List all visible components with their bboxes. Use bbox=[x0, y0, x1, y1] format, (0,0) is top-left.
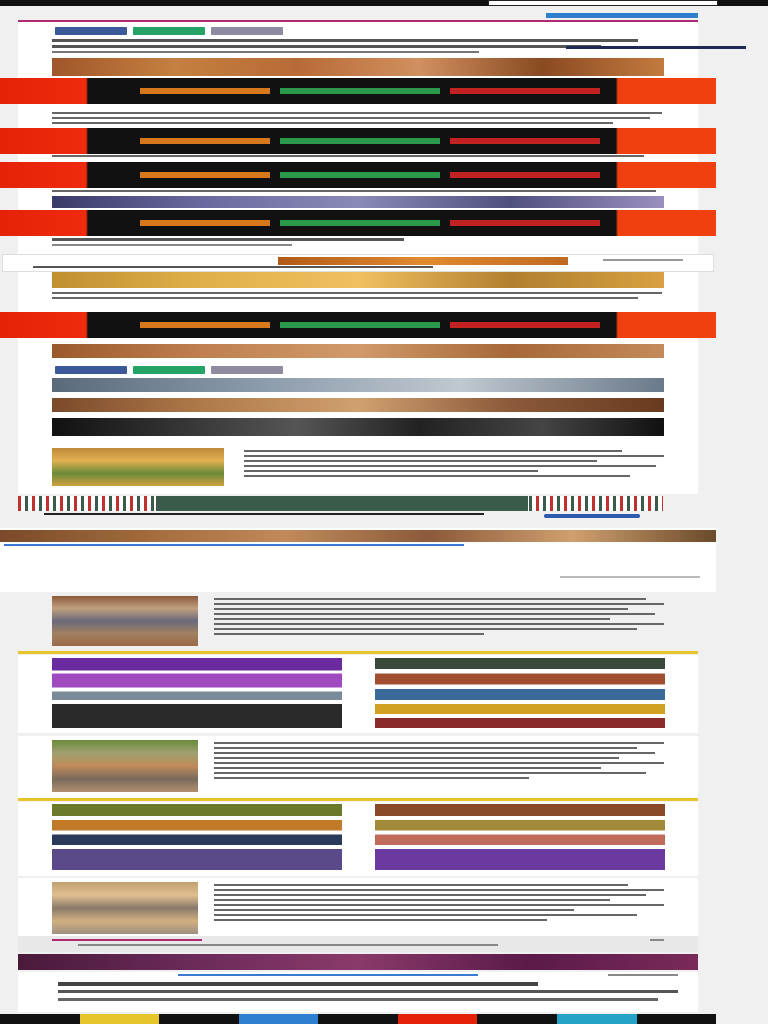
body-paragraph-3 bbox=[52, 190, 662, 195]
video-still-1[interactable] bbox=[52, 378, 664, 392]
story-grid-left[interactable] bbox=[52, 658, 342, 728]
section-divider-1 bbox=[18, 651, 698, 654]
story-grid-2-left[interactable] bbox=[52, 804, 342, 870]
facebook-share-button[interactable] bbox=[55, 27, 127, 35]
story-grid-right[interactable] bbox=[375, 658, 665, 728]
story-text-3[interactable] bbox=[214, 884, 664, 924]
story-text-2[interactable] bbox=[214, 742, 664, 782]
promo-banner-2[interactable] bbox=[0, 128, 716, 154]
body-paragraph-1 bbox=[52, 112, 662, 127]
story-thumbnail-1[interactable] bbox=[52, 596, 198, 646]
purple-promo-banner[interactable] bbox=[18, 954, 698, 970]
video-still-2[interactable] bbox=[52, 398, 664, 412]
promo-link[interactable] bbox=[544, 514, 640, 518]
gallery-strip bbox=[2, 254, 714, 272]
top-bar bbox=[0, 0, 768, 6]
whatsapp-share-button[interactable] bbox=[133, 27, 205, 35]
story-thumbnail-3[interactable] bbox=[52, 882, 198, 934]
promo-banner-1[interactable] bbox=[0, 78, 716, 104]
footer-links bbox=[18, 936, 698, 952]
video-player[interactable] bbox=[52, 418, 664, 436]
related-story-thumbnail[interactable] bbox=[52, 448, 224, 486]
promo-caption bbox=[44, 513, 484, 518]
inline-photo-2 bbox=[52, 344, 664, 358]
gallery-image bbox=[52, 272, 664, 288]
email-share-button[interactable] bbox=[211, 27, 283, 35]
section-heading bbox=[52, 238, 452, 252]
hero-image bbox=[52, 58, 664, 76]
story-text-1[interactable] bbox=[214, 598, 664, 638]
body-paragraph-4 bbox=[52, 292, 662, 302]
byline-rule bbox=[566, 46, 746, 49]
facebook-share-button-bottom[interactable] bbox=[55, 366, 127, 374]
story-thumbnail-2[interactable] bbox=[52, 740, 198, 792]
promo-banner-5[interactable] bbox=[0, 312, 716, 338]
promo-cta-button[interactable] bbox=[156, 496, 528, 511]
share-row-bottom bbox=[55, 366, 283, 374]
whatsapp-share-button-bottom[interactable] bbox=[133, 366, 205, 374]
story-grid-2-right[interactable] bbox=[375, 804, 665, 870]
headline-text-lines bbox=[52, 38, 662, 52]
promo-banner-3[interactable] bbox=[0, 162, 716, 188]
promo-banner-4[interactable] bbox=[0, 210, 716, 236]
inline-image-strip bbox=[52, 196, 664, 208]
top-bar-search-box[interactable] bbox=[488, 0, 718, 6]
related-story-text[interactable] bbox=[244, 450, 664, 480]
breadcrumb-tag[interactable] bbox=[546, 13, 698, 18]
email-share-button-bottom[interactable] bbox=[211, 366, 283, 374]
recommendation-header bbox=[0, 528, 716, 592]
body-paragraph-2 bbox=[52, 155, 662, 160]
site-footer bbox=[18, 972, 698, 1012]
share-row-top bbox=[55, 27, 283, 35]
bottom-share-bar[interactable] bbox=[0, 1014, 716, 1024]
section-divider-2 bbox=[18, 798, 698, 801]
